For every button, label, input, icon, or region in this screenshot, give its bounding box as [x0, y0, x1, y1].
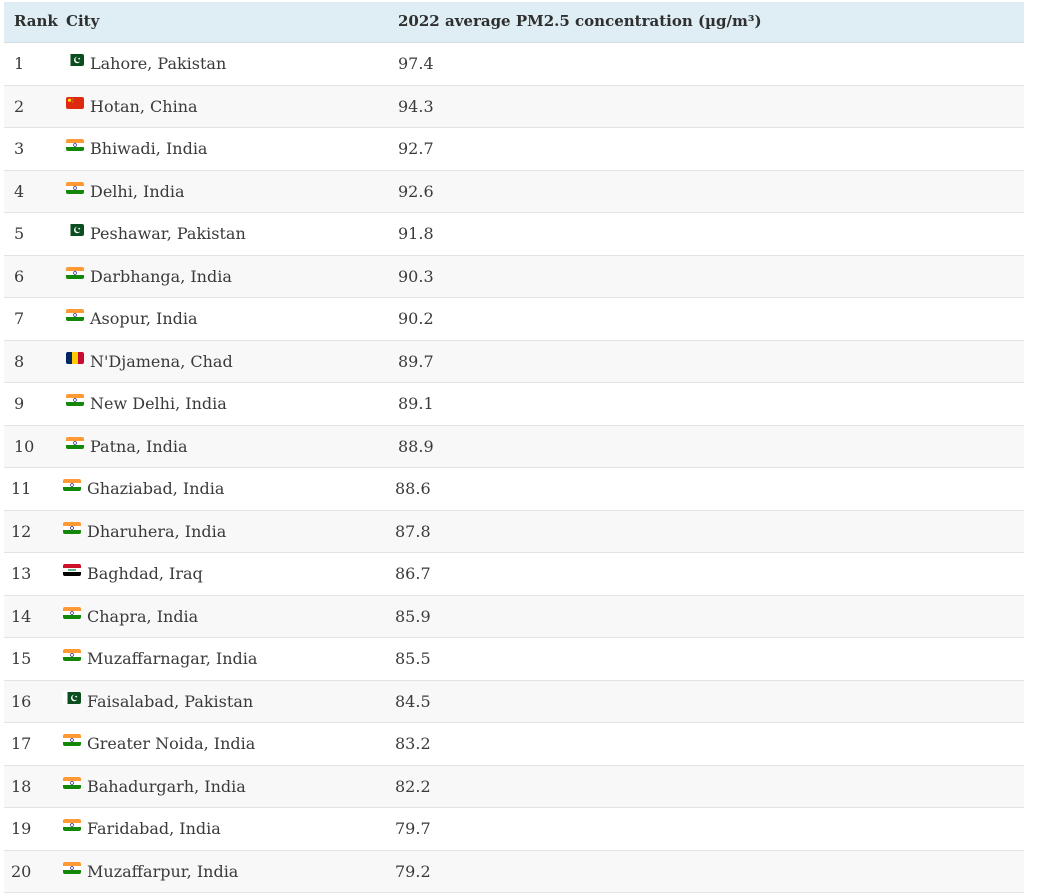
rank-cell: 7 [14, 309, 24, 328]
rank-cell: 3 [14, 139, 24, 158]
header-pm25: 2022 average PM2.5 concentration (µg/m³) [398, 12, 762, 30]
header-rank: Rank [14, 12, 58, 30]
rank-cell: 12 [11, 522, 31, 541]
pm25-value-cell: 87.8 [395, 522, 431, 541]
india-flag-icon [66, 267, 84, 279]
table-row [4, 383, 1024, 426]
pm25-value-cell: 90.3 [398, 267, 434, 286]
city-cell: Baghdad, Iraq [87, 564, 203, 583]
pm25-value-cell: 83.2 [395, 734, 431, 753]
rank-cell: 9 [14, 394, 24, 413]
table-row [4, 723, 1024, 766]
pm25-value-cell: 94.3 [398, 97, 434, 116]
pm25-value-cell: 91.8 [398, 224, 434, 243]
india-flag-icon [66, 437, 84, 449]
table-row [4, 426, 1024, 469]
rank-cell: 16 [11, 692, 31, 711]
rank-cell: 11 [11, 479, 31, 498]
table-row [4, 553, 1024, 596]
table-row [4, 128, 1024, 171]
china-flag-icon [66, 97, 84, 109]
table-row [4, 766, 1024, 809]
pm25-value-cell: 89.7 [398, 352, 434, 371]
pm25-value-cell: 88.9 [398, 437, 434, 456]
city-cell: Darbhanga, India [90, 267, 232, 286]
rank-cell: 15 [11, 649, 31, 668]
rank-cell: 5 [14, 224, 24, 243]
pm25-value-cell: 86.7 [395, 564, 431, 583]
table-row [4, 638, 1024, 681]
pm25-value-cell: 92.6 [398, 182, 434, 201]
city-cell: Greater Noida, India [87, 734, 255, 753]
table-row [4, 213, 1024, 256]
india-flag-icon [63, 819, 81, 831]
city-cell: Peshawar, Pakistan [90, 224, 246, 243]
india-flag-icon [63, 522, 81, 534]
city-cell: Muzaffarpur, India [87, 862, 238, 881]
rank-cell: 17 [11, 734, 31, 753]
city-cell: New Delhi, India [90, 394, 227, 413]
city-cell: Delhi, India [90, 182, 185, 201]
pm25-value-cell: 82.2 [395, 777, 431, 796]
city-cell: Muzaffarnagar, India [87, 649, 257, 668]
pm25-value-cell: 97.4 [398, 54, 434, 73]
city-cell: Hotan, China [90, 97, 198, 116]
table-body-lower [4, 468, 1024, 893]
rank-cell: 18 [11, 777, 31, 796]
india-flag-icon [66, 182, 84, 194]
table-row [4, 298, 1024, 341]
india-flag-icon [63, 734, 81, 746]
rank-cell: 14 [11, 607, 31, 626]
city-cell: Bhiwadi, India [90, 139, 207, 158]
india-flag-icon [66, 394, 84, 406]
rank-cell: 13 [11, 564, 31, 583]
pakistan-flag-icon [66, 224, 84, 236]
pm25-value-cell: 92.7 [398, 139, 434, 158]
table-row [4, 681, 1024, 724]
rank-cell: 8 [14, 352, 24, 371]
pm25-cities-table [4, 2, 1024, 893]
pm25-value-cell: 79.2 [395, 862, 431, 881]
india-flag-icon [66, 309, 84, 321]
pm25-value-cell: 84.5 [395, 692, 431, 711]
table-row [4, 596, 1024, 639]
pm25-value-cell: 88.6 [395, 479, 431, 498]
table-row [4, 256, 1024, 299]
rank-cell: 2 [14, 97, 24, 116]
rank-cell: 10 [14, 437, 34, 456]
pm25-value-cell: 85.5 [395, 649, 431, 668]
table-header [4, 2, 1024, 43]
rank-cell: 4 [14, 182, 24, 201]
pm25-value-cell: 90.2 [398, 309, 434, 328]
city-cell: Ghaziabad, India [87, 479, 224, 498]
india-flag-icon [63, 649, 81, 661]
pakistan-flag-icon [63, 692, 81, 704]
india-flag-icon [63, 607, 81, 619]
city-cell: N'Djamena, Chad [90, 352, 233, 371]
table-row [4, 511, 1024, 554]
table-row [4, 43, 1024, 86]
city-cell: Faisalabad, Pakistan [87, 692, 253, 711]
table-row [4, 86, 1024, 129]
rank-cell: 19 [11, 819, 31, 838]
rank-cell: 6 [14, 267, 24, 286]
table-row [4, 341, 1024, 384]
header-city: City [66, 12, 99, 30]
india-flag-icon [63, 862, 81, 874]
city-cell: Asopur, India [90, 309, 198, 328]
iraq-flag-icon [63, 564, 81, 576]
india-flag-icon [66, 139, 84, 151]
city-cell: Chapra, India [87, 607, 198, 626]
india-flag-icon [63, 479, 81, 491]
india-flag-icon [63, 777, 81, 789]
city-cell: Faridabad, India [87, 819, 221, 838]
pakistan-flag-icon [66, 54, 84, 66]
table-row [4, 171, 1024, 214]
city-cell: Lahore, Pakistan [90, 54, 226, 73]
pm25-value-cell: 85.9 [395, 607, 431, 626]
rank-cell: 1 [14, 54, 24, 73]
pm25-value-cell: 79.7 [395, 819, 431, 838]
chad-flag-icon [66, 352, 84, 364]
city-cell: Dharuhera, India [87, 522, 226, 541]
table-row [4, 851, 1024, 893]
table-body-upper [4, 43, 1024, 468]
city-cell: Bahadurgarh, India [87, 777, 246, 796]
table-row [4, 808, 1024, 851]
city-cell: Patna, India [90, 437, 188, 456]
pm25-value-cell: 89.1 [398, 394, 434, 413]
table-row [4, 468, 1024, 511]
rank-cell: 20 [11, 862, 31, 881]
